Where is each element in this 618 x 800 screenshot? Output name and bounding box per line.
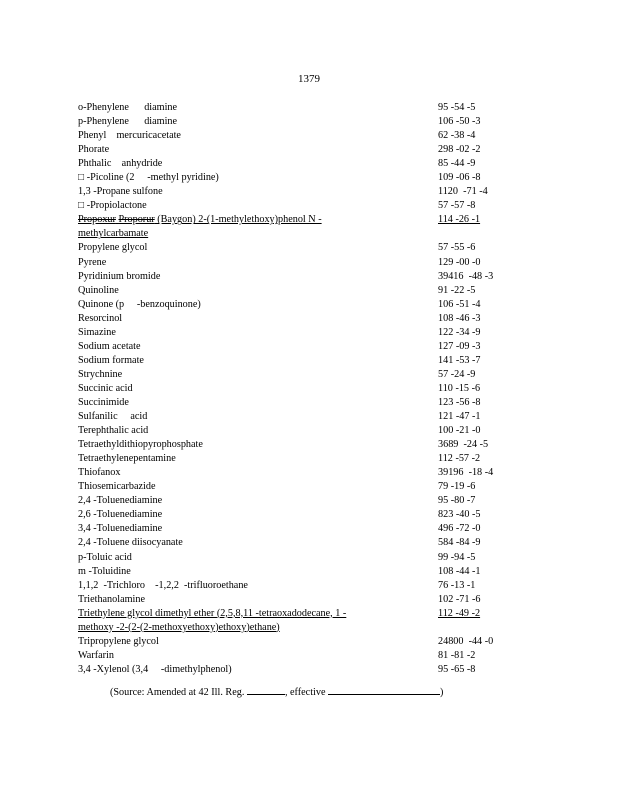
chemical-name: Phenyl mercuricacetate [78,130,181,142]
cas-number: 108 -44 -1 [438,565,481,577]
chemical-name: Succinic acid [78,382,133,394]
chemical-name: 1,1,2 -Trichloro -1,2,2 -trifluoroethane [78,579,248,591]
blank-line [328,684,440,695]
chemical-name: Thiofanox [78,467,121,479]
cas-number: 114 -26 -1 [438,214,481,226]
chemical-name: Resorcinol [78,312,123,324]
cas-number: 62 -38 -4 [438,130,476,142]
table-row [78,270,498,284]
table-row [78,256,498,270]
cas-number: 127 -09 -3 [438,340,481,352]
cas-number: 24800 -44 -0 [438,635,494,647]
cas-number: 298 -02 -2 [438,144,481,156]
cas-number: 95 -54 -5 [438,102,476,113]
chemical-name: Sulfanilic acid [78,411,148,423]
cas-number: 109 -06 -8 [438,172,481,184]
table-row [78,551,498,565]
cas-number: 57 -55 -6 [438,242,476,254]
cas-number: 496 -72 -0 [438,523,481,535]
cas-number: 57 -24 -9 [438,368,476,380]
table-row [78,157,498,171]
chemical-name: p-Toluic acid [78,551,132,563]
chemical-name: o-Phenylene diamine [78,102,178,113]
source-middle: , effective [284,687,329,698]
cas-number: 106 -51 -4 [438,298,481,310]
struck-text: Proporur [118,214,155,226]
added-text: methoxy -2-(2-(2-methoxyethoxy)ethoxy)ethane) [78,621,280,633]
chemical-name: Simazine [78,326,116,338]
chemical-name: Pyridinium bromide [78,270,161,282]
table-row [78,494,498,508]
table-row [78,312,498,326]
table-row [78,424,498,438]
chemical-name: 2,4 -Toluenediamine [78,495,163,507]
table-row [78,298,498,312]
page-number: 1379 [298,73,320,85]
cas-number: 95 -80 -7 [438,495,476,507]
table-row [78,396,498,410]
chemical-name: Sodium acetate [78,340,141,352]
table-row [78,522,498,536]
chemical-name: 2,4 -Toluene diisocyanate [78,537,183,549]
chemical-name: 3,4 -Toluenediamine [78,523,163,535]
chemical-name: p-Phenylene diamine [78,116,178,128]
table-row [78,382,498,396]
chemical-name: Tetraethylenepentamine [78,453,176,465]
source-prefix: (Source: Amended at 42 Ill. Reg. [110,687,247,698]
cas-number: 584 -84 -9 [438,537,481,549]
table-row [78,438,498,452]
cas-number: 112 -49 -2 [438,607,481,619]
table-row [78,115,498,129]
cas-number: 95 -65 -8 [438,663,476,675]
cas-number: 39416 -48 -3 [438,270,494,282]
table-row [78,241,498,255]
table-row [78,649,498,663]
cas-number: 99 -94 -5 [438,551,476,563]
table-row [78,410,498,424]
chemical-name: 1,3 -Propane sulfone [78,186,163,198]
cas-number: 81 -81 -2 [438,649,476,661]
chemical-name: Phorate [78,144,110,156]
chemical-name: Warfarin [78,649,114,661]
cas-number: 823 -40 -5 [438,509,481,521]
chemical-name: □ -Picoline (2 -methyl pyridine) [78,172,219,184]
added-text: methylcarbamate [78,228,149,240]
table-row [78,199,498,213]
table-row [78,593,498,607]
cas-number: 91 -22 -5 [438,284,476,296]
blank-line [247,684,285,695]
table-row [78,466,498,480]
cas-number: 141 -53 -7 [438,354,481,366]
cas-number: 129 -00 -0 [438,256,481,268]
source-note [110,684,443,698]
table-row [78,480,498,494]
table-row [78,129,498,143]
cas-number: 102 -71 -6 [438,593,481,605]
chemical-name: 2,6 -Toluenediamine [78,509,163,521]
added-text: Triethylene glycol dimethyl ether (2,5,8,11 -tetraoxadodecane, 1 - [78,607,347,619]
chemical-name: m -Toluidine [78,565,131,577]
cas-number: 108 -46 -3 [438,312,481,324]
table-row [78,171,498,185]
table-row [78,368,498,382]
cas-number: 112 -57 -2 [438,453,481,465]
cas-number: 1120 -71 -4 [438,186,488,198]
cas-number: 85 -44 -9 [438,158,476,170]
table-row [78,143,498,157]
chemical-name: Quinoline [78,284,119,296]
cas-number: 110 -15 -6 [438,382,481,394]
table-row [78,354,498,368]
table-row [78,326,498,340]
cas-number: 76 -13 -1 [438,579,476,591]
cas-number: 122 -34 -9 [438,326,481,338]
table-row [78,101,498,115]
cas-number: 57 -57 -8 [438,200,476,212]
cas-number: 106 -50 -3 [438,116,481,128]
chemical-name [78,607,428,635]
chemical-name: Sodium formate [78,354,144,366]
table-row [78,185,498,199]
chemical-name: Terephthalic acid [78,425,149,437]
chemical-name: Quinone (p -benzoquinone) [78,298,201,310]
cas-number: 100 -21 -0 [438,425,481,437]
table-row-propoxur [78,213,498,241]
table-row [78,340,498,354]
table-row [78,565,498,579]
chemical-name: □ -Propiolactone [78,200,147,212]
chemical-name [78,213,428,241]
chemical-name: Triethanolamine [78,593,145,605]
cas-number: 123 -56 -8 [438,396,481,408]
chemical-name: Thiosemicarbazide [78,481,156,493]
table-row [78,635,498,649]
chemical-name: Tripropylene glycol [78,635,159,647]
table-row [78,579,498,593]
chemical-name: Tetraethyldithiopyrophosphate [78,439,203,451]
table-row [78,508,498,522]
table-row [78,536,498,550]
chemical-name: Pyrene [78,256,107,268]
chemical-list [78,101,498,677]
cas-number: 121 -47 -1 [438,411,481,423]
table-row [78,663,498,677]
chemical-name: Phthalic anhydride [78,158,163,170]
source-suffix: ) [440,687,444,698]
struck-text: Propoxur [78,214,116,226]
added-text: (Baygon) 2-(1-methylethoxy)phenol N - [154,214,322,226]
chemical-name: Propylene glycol [78,242,148,254]
table-row [78,284,498,298]
table-row-triethylene-glycol [78,607,498,635]
chemical-name: Strychnine [78,368,123,380]
cas-number: 39196 -18 -4 [438,467,494,479]
cas-number: 79 -19 -6 [438,481,476,493]
table-row [78,452,498,466]
chemical-name: 3,4 -Xylenol (3,4 -dimethylphenol) [78,663,232,675]
cas-number: 3689 -24 -5 [438,439,489,451]
chemical-name: Succinimide [78,396,129,408]
